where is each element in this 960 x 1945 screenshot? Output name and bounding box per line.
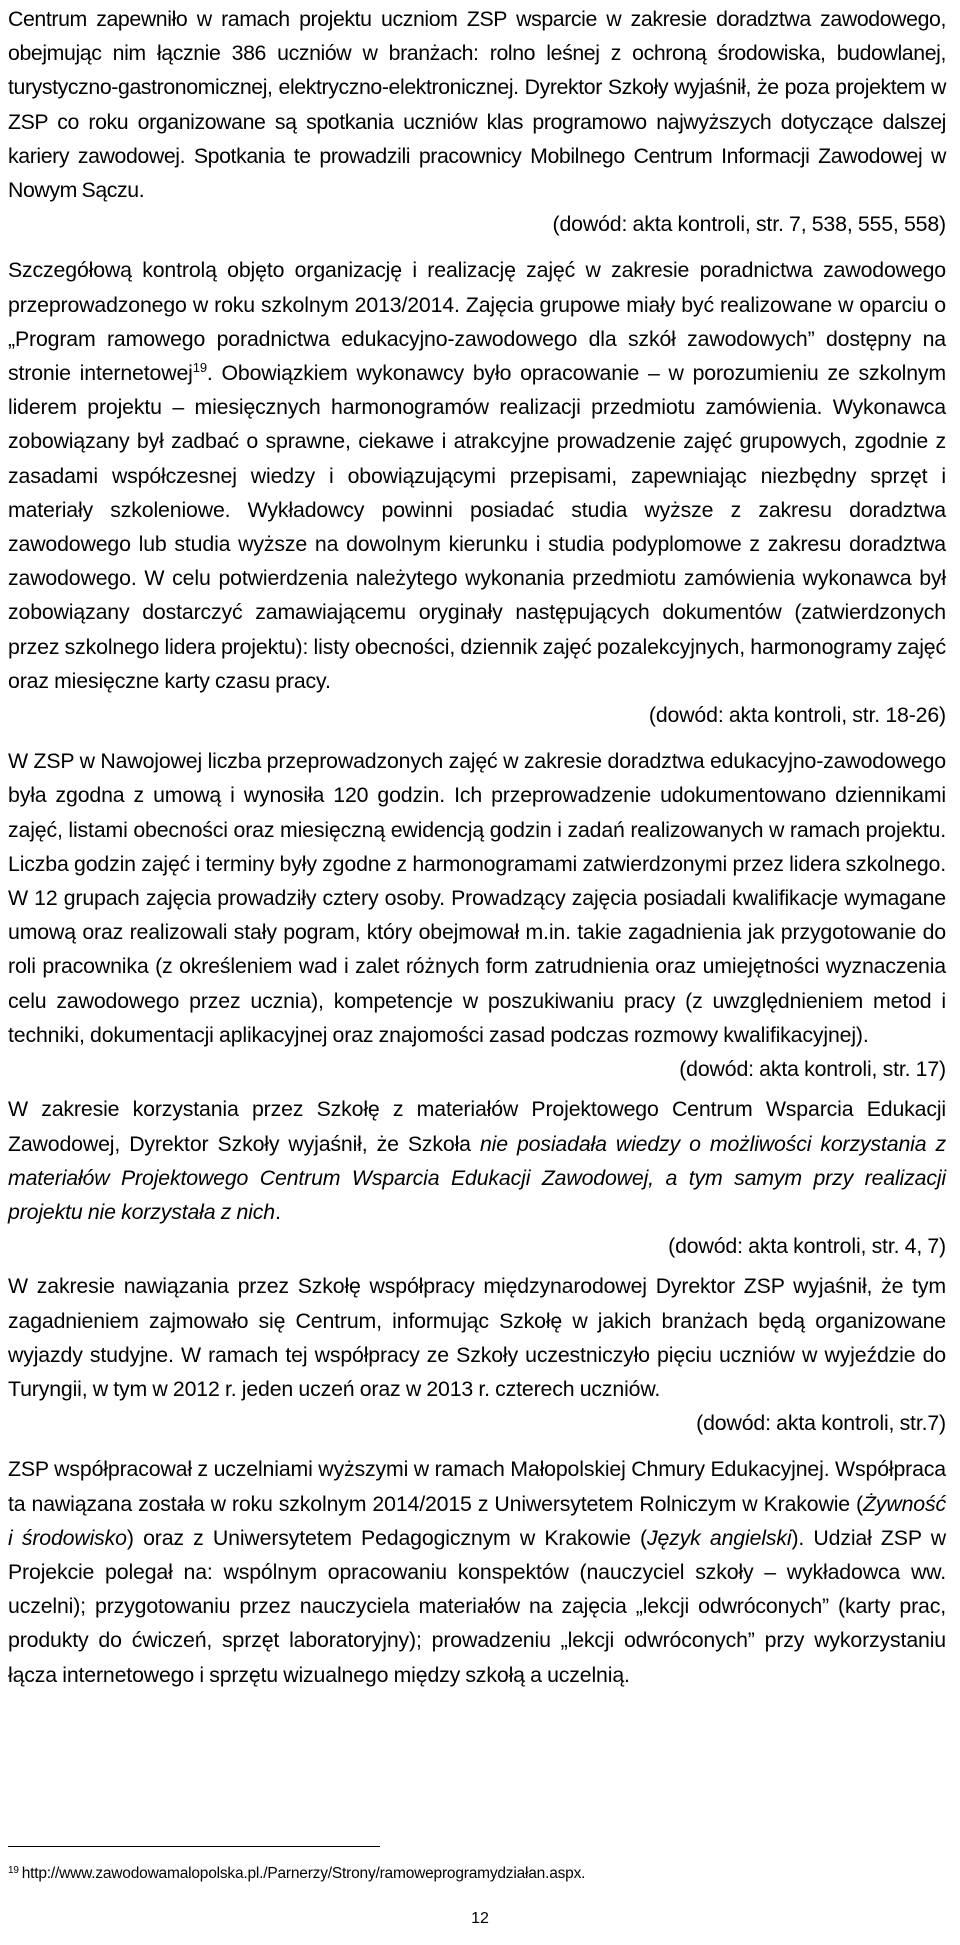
evidence-reference-2: (dowód: akta kontroli, str. 18-26) (648, 703, 946, 728)
paragraph-6-part-2: ) oraz z Uniwersytetem Pedagogicznym w Krakowie ( (126, 1525, 647, 1550)
paragraph-6-italic-2: Język angielski (646, 1525, 792, 1550)
paragraph-1: Centrum zapewniło w ramach projektu uczniom ZSP wsparcie w zakresie doradztwa zawodowego, obejmując nim łącznie 386 uczniów w branżach: rolno leśnej z ochroną środowiska, budowlanej, turystyczno-gastronomicznej, elektryczno-elektronicznej. Dyrektor Szkoły wyjaśnił, że poza projektem w ZSP co roku organizowane są spotkania uczniów klas programowo najwyższych dotyczące dalszej kariery zawodowej. Spotkania te prowadzili pracownicy Mobilnego Centrum Informacji Zawodowej w Nowym Sączu. (8, 7, 946, 203)
paragraph-2-part-2: . Obowiązkiem wykonawcy było opracowanie – w porozumieniu ze szkolnym liderem projektu – miesięcznych harmonogramów realizacji przedmiotu zamówienia. Wykonawca zobowiązany był zadbać o sprawne, ciekawe i atrakcyjne prowadzenie zajęć grupowych, zgodnie z zasadami współczesnej wiedzy i obowiązującymi przepisami, zapewniając niezbędny sprzęt i materiały szkoleniowe. Wykładowcy powinni posiadać studia wyższe z zakresu doradztwa zawodowego lub studia wyższe na dowolnym kierunku i studia podyplomowe z zakresu doradztwa zawodowego. W celu potwierdzenia należytego wykonania przedmiotu zamówienia wykonawca był zobowiązany dostarczyć zamawiającemu oryginały następujących dokumentów (zatwierdzonych przez szkolnego lidera projektu): listy obecności, dziennik zajęć pozalekcyjnych, harmonogramy zajęć oraz miesięczne karty czasu pracy. (8, 361, 946, 693)
paragraph-6-part-3: ). Udział ZSP w Projekcie polegał na: wspólnym opracowaniu konspektów (nauczyciel szkoły – wykładowca ww. uczelni); przygotowaniu przez nauczyciela materiałów na zajęcia „lekcji odwróconych” (karty prac, produkty do ćwiczeń, sprzęt laboratoryjny); prowadzeniu „lekcji odwróconych” przy wykorzystaniu łącza internetowego i sprzętu wizualnego między szkołą a uczelnią. (8, 1525, 947, 1687)
paragraph-3: W ZSP w Nawojowej liczba przeprowadzonych zajęć w zakresie doradztwa edukacyjno-zawodowego była zgodna z umową i wynosiła 120 godzin. Ich przeprowadzenie udokumentowano dziennikami zajęć, listami obecności oraz miesięczną ewidencją godzin i zadań realizowanych w ramach projektu. Liczba godzin zajęć i terminy były zgodne z harmonogramami zatwierdzonymi przez lidera szkolnego. W 12 grupach zajęcia prowadziły cztery osoby. Prowadzący zajęcia posiadali kwalifikacje wymagane umową oraz realizowali stały pogram, który obejmował m.in. takie zagadnienia jak przygotowanie do roli pracownika (z określeniem wad i zalet różnych form zatrudnienia oraz umiejętności wyznaczenia celu zawodowego przez ucznia), kompetencje w poszukiwaniu pracy (z uwzględnieniem metod i techniki, dokumentacji aplikacyjnej oraz znajomości zasad podczas rozmowy kwalifikacyjnej). (8, 749, 946, 1047)
paragraph-6 (8, 1452, 946, 1691)
paragraph-5: W zakresie nawiązania przez Szkołę współpracy międzynarodowej Dyrektor ZSP wyjaśnił, że tym zagadnieniem zajmowało się Centrum, informując Szkołę w jakich branżach będą organizowane wyjazdy studyjne. W ramach tej współpracy ze Szkoły uczestniczyło pięciu uczniów w wyjeździe do Turyngii, w tym w 2012 r. jeden uczeń oraz w 2013 r. czterech uczniów. (8, 1274, 946, 1401)
paragraph-2 (8, 253, 946, 698)
paragraph-4-part-2: . (274, 1199, 281, 1224)
evidence-reference-1: (dowód: akta kontroli, str. 7, 538, 555, 558) (552, 212, 946, 237)
paragraph-6-italic-1: Żywność i środowisko (8, 1491, 946, 1550)
footnote (8, 1861, 585, 1884)
evidence-reference-5: (dowód: akta kontroli, str.7) (696, 1411, 946, 1436)
paragraph-6-part-1: ZSP współpracował z uczelniami wyższymi w ramach Małopolskiej Chmury Edukacyjnej. Współpraca ta nawiązana została w roku szkolnym 2014/2015 z Uniwersytetem Rolniczym w Krakowie ( (8, 1457, 946, 1516)
footnote-number: 19 (8, 1865, 19, 1876)
paragraph-4-quote: nie posiadała wiedzy o możliwości korzystania z materiałów Projektowego Centrum Wsparcia Edukacji Zawodowej, a tym samym przy realizacji projektu nie korzystała z nich (8, 1131, 946, 1224)
footnote-url: http://www.zawodowamalopolska.pl./Parnerzy/Strony/ramoweprogramydziałan.aspx. (21, 1865, 586, 1882)
footnote-divider (8, 1846, 380, 1847)
page-number: 12 (471, 1910, 489, 1927)
paragraph-4-part-1: W zakresie korzystania przez Szkołę z materiałów Projektowego Centrum Wsparcia Edukacji Zawodowej, Dyrektor Szkoły wyjaśnił, że Szkoła (8, 1097, 946, 1156)
evidence-reference-4: (dowód: akta kontroli, str. 4, 7) (668, 1234, 946, 1259)
footnote-reference: 19 (192, 360, 207, 376)
paragraph-2-part-1: Szczegółową kontrolą objęto organizację i realizację zajęć w zakresie poradnictwa zawodowego przeprowadzonego w roku szkolnym 2013/2014. Zajęcia grupowe miały być realizowane w oparciu o „Program ramowego poradnictwa edukacyjno-zawodowego dla szkół zawodowych” dostępny na stronie internetowej (8, 258, 946, 386)
paragraph-4 (8, 1092, 946, 1229)
evidence-reference-3: (dowód: akta kontroli, str. 17) (679, 1057, 946, 1082)
